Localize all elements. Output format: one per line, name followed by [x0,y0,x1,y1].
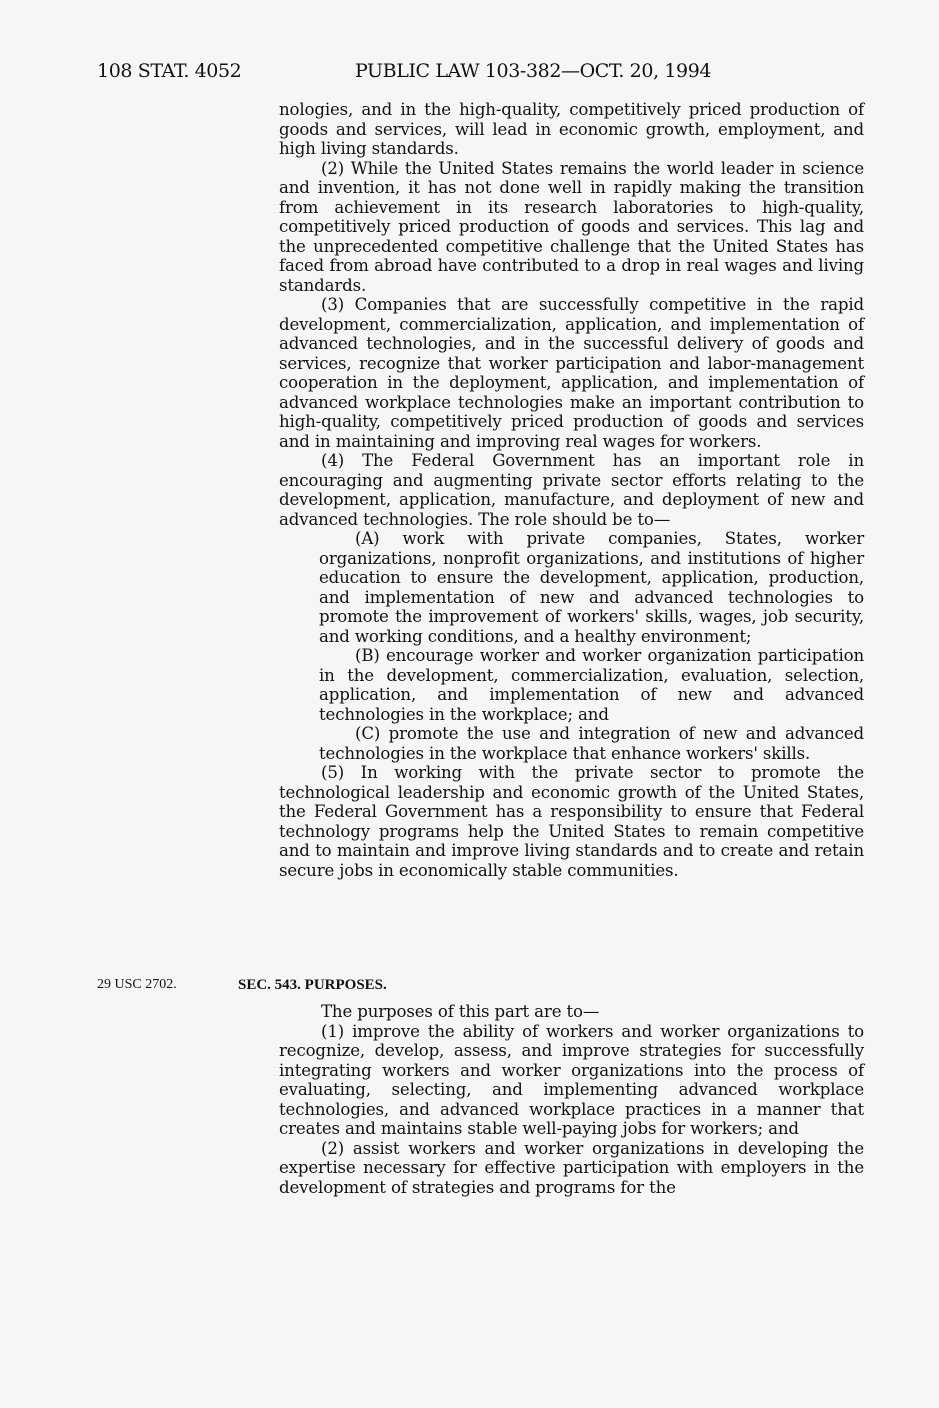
section-body [279,1002,864,1197]
running-header: PUBLIC LAW 103-382—OCT. 20, 1994 [355,60,712,82]
subparagraph-b: (B) encourage worker and worker organization participation in the development, commercialization, evaluation, selection, application, and implementation of new and advanced technologies in the workplace; and [319,646,864,724]
section-heading: SEC. 543. PURPOSES. [238,977,387,993]
subparagraph-c: (C) promote the use and integration of new and advanced technologies in the workplace that enhance workers' skills. [319,724,864,763]
paragraph-2: (2) While the United States remains the world leader in science and invention, it has not done well in rapidly making the transition from achievement in its research laboratories to high-quality, competitively priced production of goods and services. This lag and the unprecedented competitive challenge that the United States has faced from abroad have contributed to a drop in real wages and living standards. [279,158,864,295]
usc-margin-note: 29 USC 2702. [97,977,177,992]
paragraph-4: (4) The Federal Government has an important role in encouraging and augmenting private sector efforts relating to the development, application, manufacture, and deployment of new and advanced technologies. The role should be to— [279,451,864,529]
paragraph-3: (3) Companies that are successfully competitive in the rapid development, commercialization, application, and implementation of advanced technologies, and in the successful delivery of goods and services, recognize that worker participation and labor-management cooperation in the deployment, application, and implementation of advanced workplace technologies make an important contribution to high-quality, competitively priced production of goods and services and in maintaining and improving real wages for workers. [279,295,864,451]
paragraph-5: (5) In working with the private sector to promote the technological leadership and economic growth of the United States, the Federal Government has a responsibility to ensure that Federal technology programs help the United States to remain competitive and to maintain and improve living standards and to create and retain secure jobs in economically stable communities. [279,763,864,880]
purpose-2: (2) assist workers and worker organizations in developing the expertise necessary for effective participation with employers in the development of strategies and programs for the [279,1138,864,1197]
section-intro: The purposes of this part are to— [321,1002,600,1021]
body-text [279,100,864,880]
page-citation-header: 108 STAT. 4052 [97,60,242,82]
paragraph-continuation: nologies, and in the high-quality, competitively priced production of goods and services, will lead in economic growth, employment, and high living standards. [279,100,864,158]
subparagraph-a: (A) work with private companies, States, worker organizations, nonprofit organizations, and institutions of higher education to ensure the development, application, production, and implementation of new and advanced technologies to promote the improvement of workers' skills, wages, job security, and working conditions, and a healthy environment; [319,529,864,646]
purpose-1: (1) improve the ability of workers and worker organizations to recognize, develop, assess, and improve strategies for successfully integrating workers and worker organizations into the process of evaluating, selecting, and implementing advanced workplace technologies, and advanced workplace practices in a manner that creates and maintains stable well-paying jobs for workers; and [279,1021,864,1138]
